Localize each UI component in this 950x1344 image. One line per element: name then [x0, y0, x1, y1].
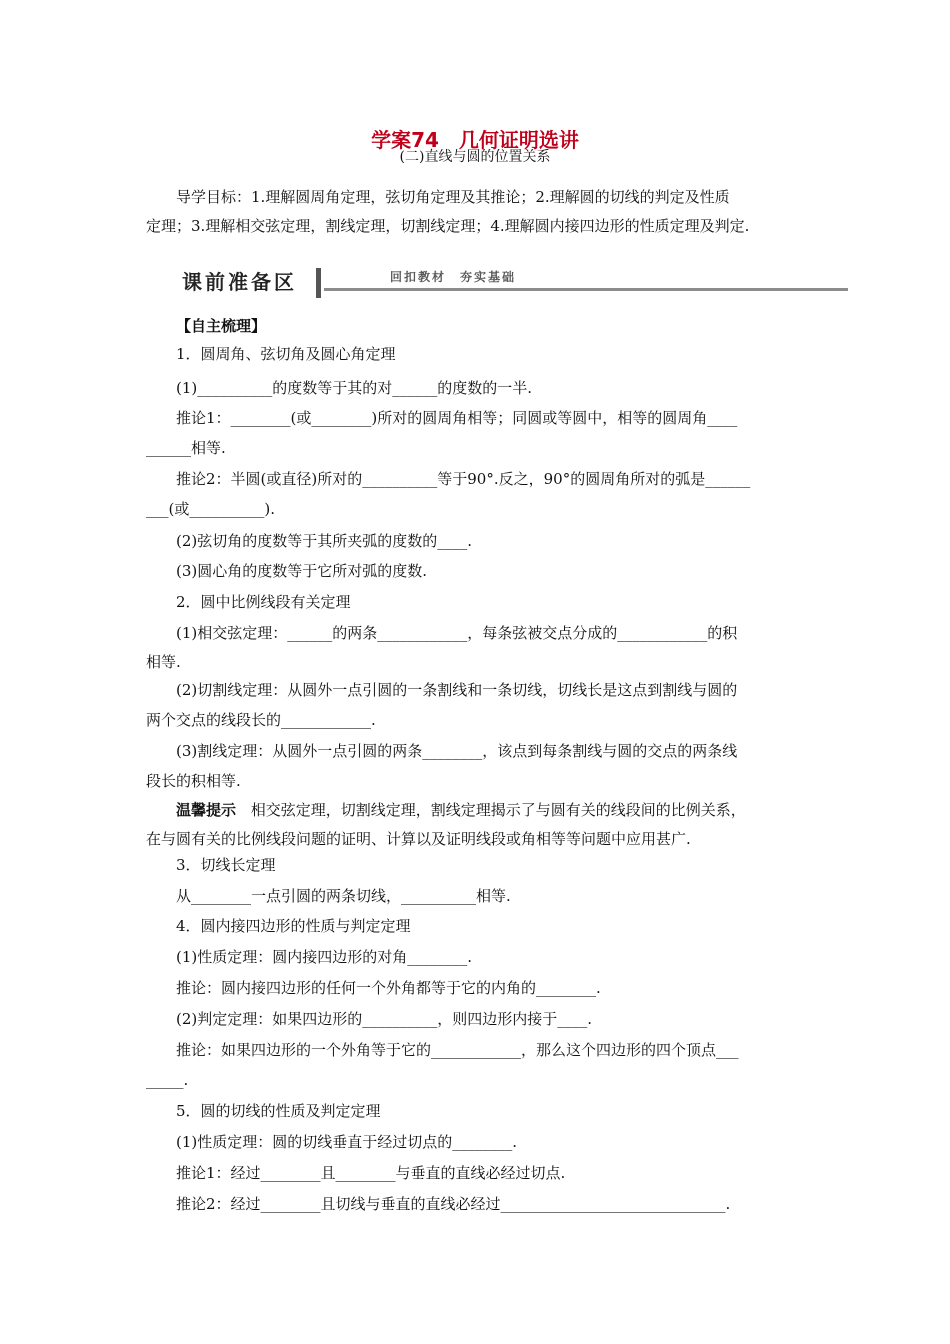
s2-p2-a: (2)切割线定理：从圆外一点引圆的一条割线和一条切线，切线长是这点到割线与圆的: [176, 681, 738, 699]
tip-text-a: 相交弦定理，切割线定理，割线定理揭示了与圆有关的线段间的比例关系，: [250, 801, 746, 819]
banner-divider-bar: [316, 268, 321, 298]
s1-p1: (1)__________的度数等于其的对______的度数的一半.: [176, 379, 533, 397]
s5-corollary2: 推论2：经过________且切线与垂直的直线必经过______________________________.: [176, 1195, 731, 1213]
s2-p1-a: (1)相交弦定理：______的两条____________，每条弦被交点分成的____________的积: [176, 624, 738, 642]
s5-title: 5．圆的切线的性质及判定定理: [176, 1102, 381, 1120]
s2-p2-b: 两个交点的线段长的____________.: [146, 711, 376, 729]
s1-corollary2-a: 推论2：半圆(或直径)所对的__________等于90°.反之，90°的圆周角所对的弧是______: [176, 470, 751, 488]
s2-p3-a: (3)割线定理：从圆外一点引圆的两条________，该点到每条割线与圆的交点的两条线: [176, 742, 738, 760]
s1-corollary1-b: ______相等.: [146, 439, 226, 457]
s1-corollary1-a: 推论1：________(或________)所对的圆周角相等；同圆或等圆中，相等的圆周角____: [176, 409, 738, 427]
s3-title: 3．切线长定理: [176, 856, 276, 874]
s4-corollary2-b: _____.: [146, 1071, 189, 1089]
tip-line-1: [176, 796, 746, 824]
banner-rule: [324, 288, 848, 291]
s3-p1: 从________一点引圆的两条切线，__________相等.: [176, 887, 511, 905]
s5-corollary1: 推论1：经过________且________与垂直的直线必经过切点.: [176, 1164, 566, 1182]
s4-corollary1: 推论：圆内接四边形的任何一个外角都等于它的内角的________.: [176, 979, 601, 997]
s1-p3: (3)圆心角的度数等于它所对弧的度数.: [176, 562, 428, 580]
s4-p1: (1)性质定理：圆内接四边形的对角________.: [176, 948, 473, 966]
banner-label: 课前准备区: [182, 270, 297, 294]
s1-corollary2-b: ___(或__________).: [146, 500, 275, 518]
page-subtitle: (二)直线与圆的位置关系: [399, 149, 551, 165]
s5-p1: (1)性质定理：圆的切线垂直于经过切点的________.: [176, 1133, 518, 1151]
s4-p2: (2)判定定理：如果四边形的__________，则四边形内接于____.: [176, 1010, 593, 1028]
s1-p2: (2)弦切角的度数等于其所夹弧的度数的____.: [176, 532, 473, 550]
objectives-line-2: 定理；3.理解相交弦定理，割线定理，切割线定理；4.理解圆内接四边形的性质定理及判定.: [146, 217, 750, 235]
s1-title: 1．圆周角、弦切角及圆心角定理: [176, 345, 396, 363]
objectives-line-1: 导学目标：1.理解圆周角定理，弦切角定理及其推论；2.理解圆的切线的判定及性质: [176, 188, 730, 206]
page-title: 学案74 几何证明选讲: [371, 128, 579, 152]
s2-p1-b: 相等.: [146, 653, 181, 671]
tip-line-2: 在与圆有关的比例线段问题的证明、计算以及证明线段或角相等等问题中应用甚广.: [146, 830, 691, 848]
s4-title: 4．圆内接四边形的性质与判定定理: [176, 917, 411, 935]
tip-label: 温馨提示: [176, 801, 237, 819]
s2-title: 2．圆中比例线段有关定理: [176, 593, 351, 611]
s2-p3-b: 段长的积相等.: [146, 772, 241, 790]
section-banner: [172, 264, 848, 300]
section-heading: 【自主梳理】: [176, 317, 267, 335]
s4-corollary2-a: 推论：如果四边形的一个外角等于它的____________，那么这个四边形的四个顶点___: [176, 1041, 739, 1059]
banner-subtitle: 回扣教材 夯实基础: [390, 270, 517, 284]
